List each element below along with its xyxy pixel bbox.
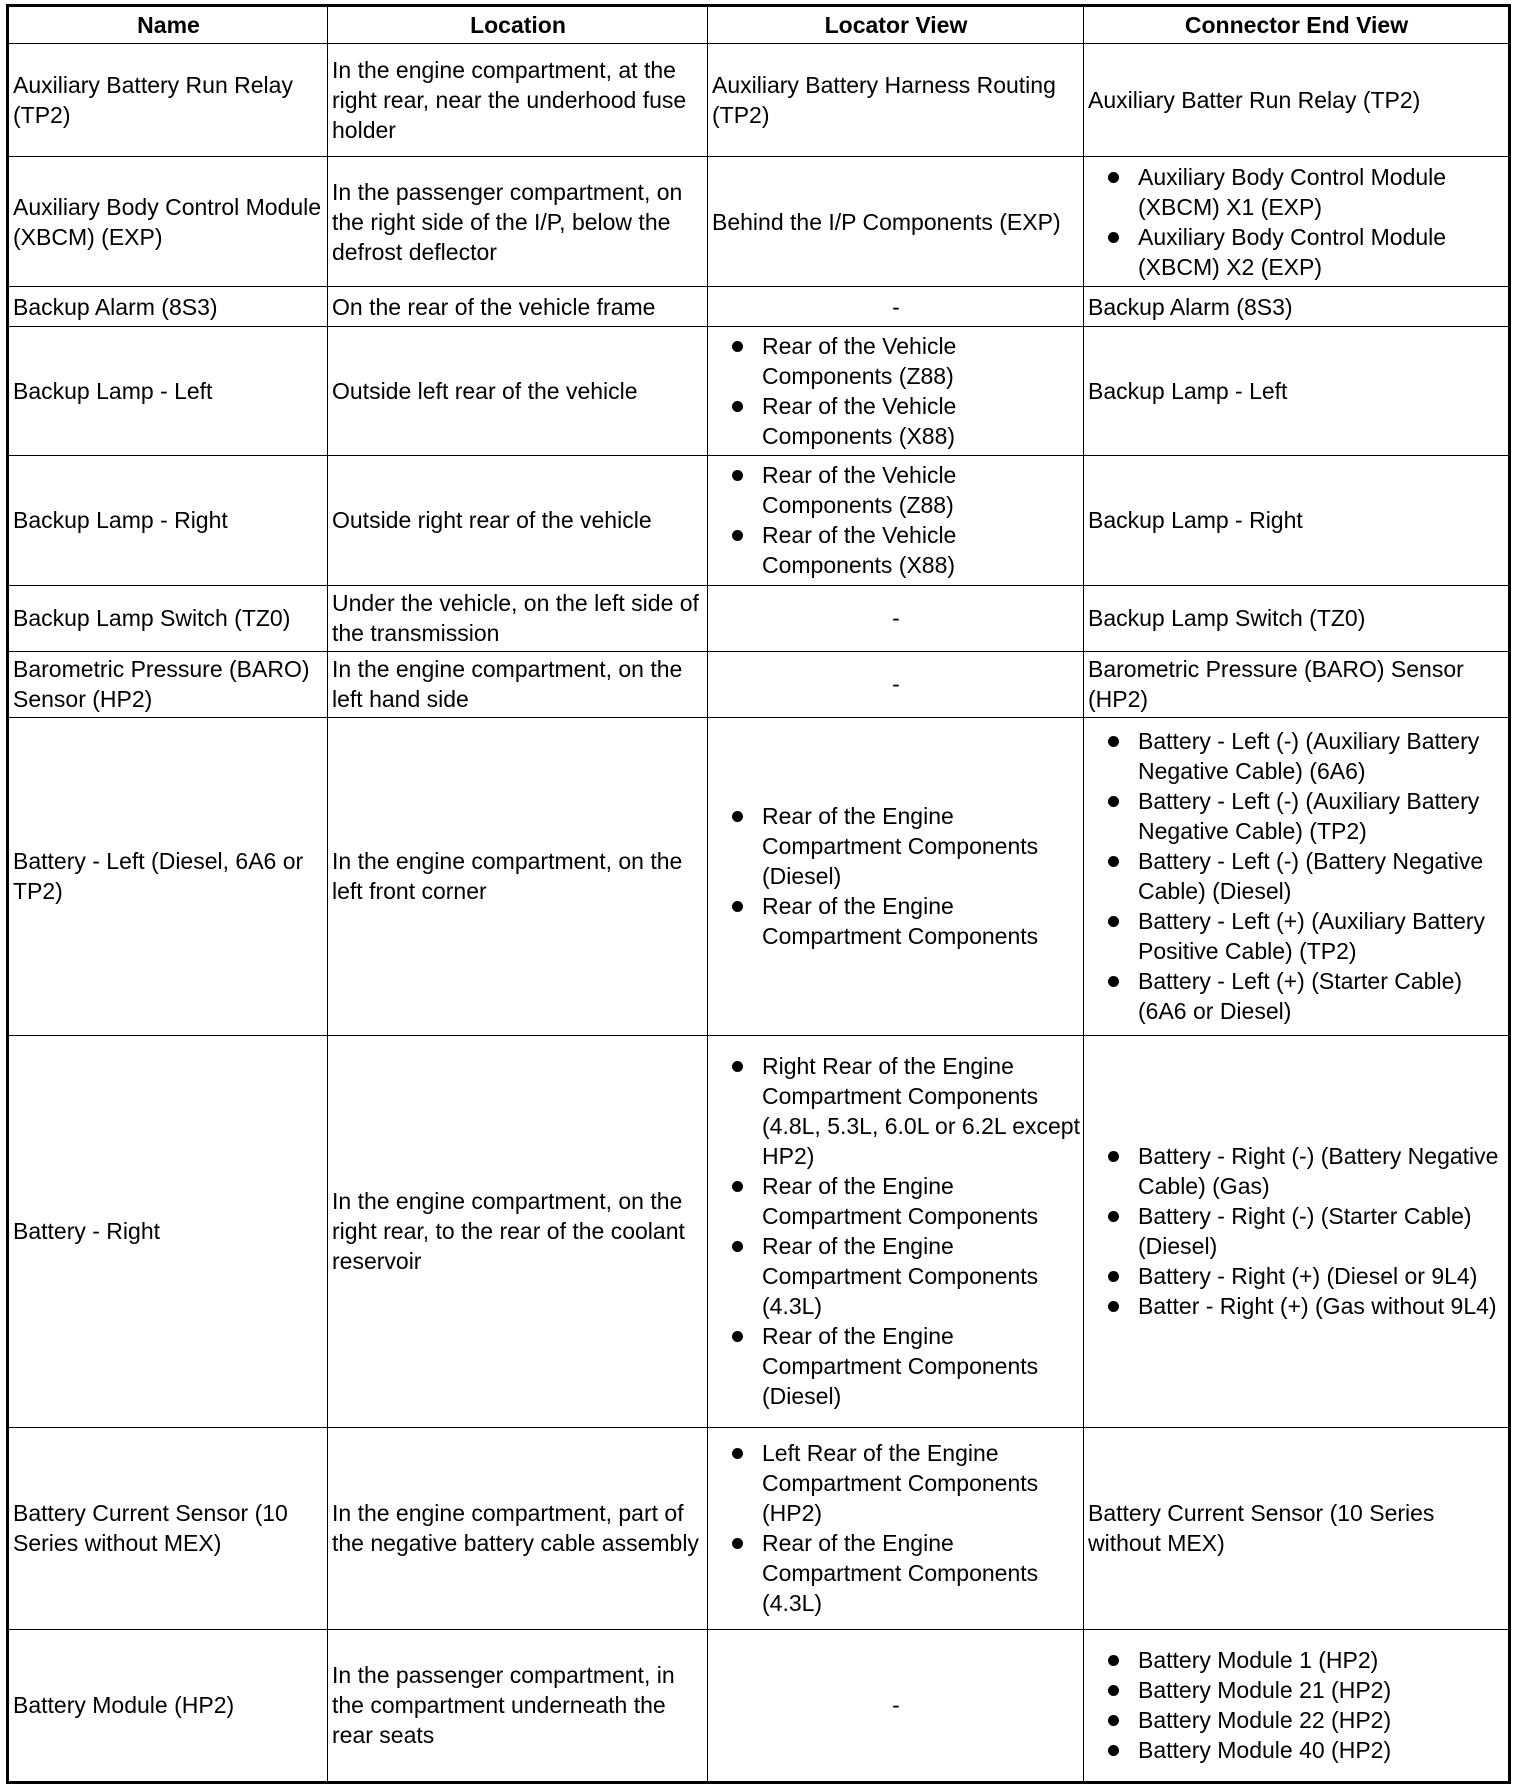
cell-locator-view: Behind the I/P Components (EXP) bbox=[708, 157, 1084, 287]
column-header-locator-view: Locator View bbox=[708, 6, 1084, 44]
cell-location: Outside right rear of the vehicle bbox=[328, 456, 708, 585]
table-row bbox=[8, 585, 1510, 651]
bullet-list-item: Battery - Right (+) (Diesel or 9L4) bbox=[1102, 1261, 1505, 1291]
bullet-list-item: Rear of the Engine Compartment Components (4.3L) bbox=[726, 1528, 1080, 1618]
cell-locator-view bbox=[708, 1035, 1084, 1428]
table-row bbox=[8, 44, 1510, 157]
cell-connector-end-view: Barometric Pressure (BARO) Sensor (HP2) bbox=[1084, 651, 1510, 717]
cell-location: In the passenger compartment, on the right side of the I/P, below the defrost deflector bbox=[328, 157, 708, 287]
bullet-list-item: Battery - Left (-) (Auxiliary Battery Negative Cable) (TP2) bbox=[1102, 786, 1505, 846]
cell-locator-view bbox=[708, 1428, 1084, 1630]
document-page bbox=[6, 4, 1510, 1784]
cell-location: Outside left rear of the vehicle bbox=[328, 327, 708, 456]
cell-name: Auxiliary Body Control Module (XBCM) (EXP) bbox=[8, 157, 328, 287]
bullet-list-item: Battery - Left (+) (Auxiliary Battery Positive Cable) (TP2) bbox=[1102, 906, 1505, 966]
cell-location: In the engine compartment, part of the negative battery cable assembly bbox=[328, 1428, 708, 1630]
cell-name: Battery - Left (Diesel, 6A6 or TP2) bbox=[8, 717, 328, 1035]
bullet-list bbox=[712, 801, 1080, 951]
cell-location: On the rear of the vehicle frame bbox=[328, 287, 708, 327]
table-row bbox=[8, 1629, 1510, 1782]
cell-connector-end-view bbox=[1084, 1629, 1510, 1782]
cell-connector-end-view: Auxiliary Batter Run Relay (TP2) bbox=[1084, 44, 1510, 157]
cell-name: Battery Module (HP2) bbox=[8, 1629, 328, 1782]
bullet-list-item: Battery Module 22 (HP2) bbox=[1102, 1705, 1505, 1735]
bullet-list-item: Rear of the Vehicle Components (X88) bbox=[726, 391, 1080, 451]
bullet-list bbox=[712, 331, 1080, 451]
cell-location: Under the vehicle, on the left side of the transmission bbox=[328, 585, 708, 651]
cell-name: Battery - Right bbox=[8, 1035, 328, 1428]
table-row bbox=[8, 456, 1510, 585]
bullet-list bbox=[712, 1051, 1080, 1411]
column-header-connector-end-view: Connector End View bbox=[1084, 6, 1510, 44]
cell-connector-end-view bbox=[1084, 717, 1510, 1035]
cell-name: Auxiliary Battery Run Relay (TP2) bbox=[8, 44, 328, 157]
bullet-list-item: Left Rear of the Engine Compartment Components (HP2) bbox=[726, 1438, 1080, 1528]
cell-connector-end-view bbox=[1084, 157, 1510, 287]
header-row bbox=[8, 6, 1510, 44]
bullet-list-item: Batter - Right (+) (Gas without 9L4) bbox=[1102, 1291, 1505, 1321]
bullet-list-item: Rear of the Engine Compartment Components bbox=[726, 1171, 1080, 1231]
component-locator-table bbox=[6, 4, 1511, 1784]
bullet-list bbox=[712, 460, 1080, 580]
cell-name: Backup Lamp - Left bbox=[8, 327, 328, 456]
bullet-list-item: Battery - Left (-) (Battery Negative Cable) (Diesel) bbox=[1102, 846, 1505, 906]
cell-connector-end-view: Backup Lamp Switch (TZ0) bbox=[1084, 585, 1510, 651]
bullet-list-item: Rear of the Vehicle Components (X88) bbox=[726, 520, 1080, 580]
cell-locator-view: - bbox=[708, 585, 1084, 651]
cell-name: Barometric Pressure (BARO) Sensor (HP2) bbox=[8, 651, 328, 717]
bullet-list-item: Battery - Left (-) (Auxiliary Battery Negative Cable) (6A6) bbox=[1102, 726, 1505, 786]
cell-locator-view: Auxiliary Battery Harness Routing (TP2) bbox=[708, 44, 1084, 157]
cell-location: In the engine compartment, on the right rear, to the rear of the coolant reservoir bbox=[328, 1035, 708, 1428]
cell-location: In the engine compartment, at the right rear, near the underhood fuse holder bbox=[328, 44, 708, 157]
bullet-list bbox=[1088, 1141, 1505, 1321]
cell-connector-end-view: Backup Alarm (8S3) bbox=[1084, 287, 1510, 327]
cell-locator-view: - bbox=[708, 651, 1084, 717]
table-body bbox=[8, 44, 1510, 1783]
table-row bbox=[8, 157, 1510, 287]
cell-location: In the engine compartment, on the left hand side bbox=[328, 651, 708, 717]
bullet-list-item: Battery Module 21 (HP2) bbox=[1102, 1675, 1505, 1705]
cell-locator-view bbox=[708, 456, 1084, 585]
bullet-list-item: Rear of the Vehicle Components (Z88) bbox=[726, 331, 1080, 391]
bullet-list-item: Battery - Right (-) (Starter Cable) (Diesel) bbox=[1102, 1201, 1505, 1261]
bullet-list-item: Rear of the Engine Compartment Components (Diesel) bbox=[726, 801, 1080, 891]
bullet-list bbox=[1088, 726, 1505, 1026]
cell-name: Backup Alarm (8S3) bbox=[8, 287, 328, 327]
column-header-location: Location bbox=[328, 6, 708, 44]
cell-connector-end-view bbox=[1084, 1035, 1510, 1428]
bullet-list-item: Rear of the Engine Compartment Components (Diesel) bbox=[726, 1321, 1080, 1411]
cell-name: Battery Current Sensor (10 Series without MEX) bbox=[8, 1428, 328, 1630]
bullet-list-item: Rear of the Vehicle Components (Z88) bbox=[726, 460, 1080, 520]
table-row bbox=[8, 287, 1510, 327]
bullet-list-item: Rear of the Engine Compartment Components bbox=[726, 891, 1080, 951]
table-row bbox=[8, 1035, 1510, 1428]
bullet-list-item: Rear of the Engine Compartment Components (4.3L) bbox=[726, 1231, 1080, 1321]
bullet-list-item: Right Rear of the Engine Compartment Components (4.8L, 5.3L, 6.0L or 6.2L except HP2) bbox=[726, 1051, 1080, 1171]
cell-connector-end-view: Backup Lamp - Right bbox=[1084, 456, 1510, 585]
cell-name: Backup Lamp Switch (TZ0) bbox=[8, 585, 328, 651]
bullet-list-item: Battery Module 40 (HP2) bbox=[1102, 1735, 1505, 1765]
cell-locator-view bbox=[708, 327, 1084, 456]
cell-locator-view: - bbox=[708, 1629, 1084, 1782]
bullet-list bbox=[1088, 162, 1505, 282]
cell-connector-end-view: Backup Lamp - Left bbox=[1084, 327, 1510, 456]
table-row bbox=[8, 327, 1510, 456]
cell-name: Backup Lamp - Right bbox=[8, 456, 328, 585]
bullet-list bbox=[712, 1438, 1080, 1618]
table-row bbox=[8, 651, 1510, 717]
cell-locator-view bbox=[708, 717, 1084, 1035]
bullet-list-item: Battery - Right (-) (Battery Negative Cable) (Gas) bbox=[1102, 1141, 1505, 1201]
cell-connector-end-view: Battery Current Sensor (10 Series without MEX) bbox=[1084, 1428, 1510, 1630]
table-row bbox=[8, 717, 1510, 1035]
cell-location: In the passenger compartment, in the compartment underneath the rear seats bbox=[328, 1629, 708, 1782]
column-header-name: Name bbox=[8, 6, 328, 44]
table-row bbox=[8, 1428, 1510, 1630]
bullet-list-item: Auxiliary Body Control Module (XBCM) X1 (EXP) bbox=[1102, 162, 1505, 222]
bullet-list-item: Battery Module 1 (HP2) bbox=[1102, 1645, 1505, 1675]
bullet-list-item: Auxiliary Body Control Module (XBCM) X2 (EXP) bbox=[1102, 222, 1505, 282]
cell-location: In the engine compartment, on the left front corner bbox=[328, 717, 708, 1035]
cell-locator-view: - bbox=[708, 287, 1084, 327]
bullet-list bbox=[1088, 1645, 1505, 1765]
bullet-list-item: Battery - Left (+) (Starter Cable) (6A6 or Diesel) bbox=[1102, 966, 1505, 1026]
